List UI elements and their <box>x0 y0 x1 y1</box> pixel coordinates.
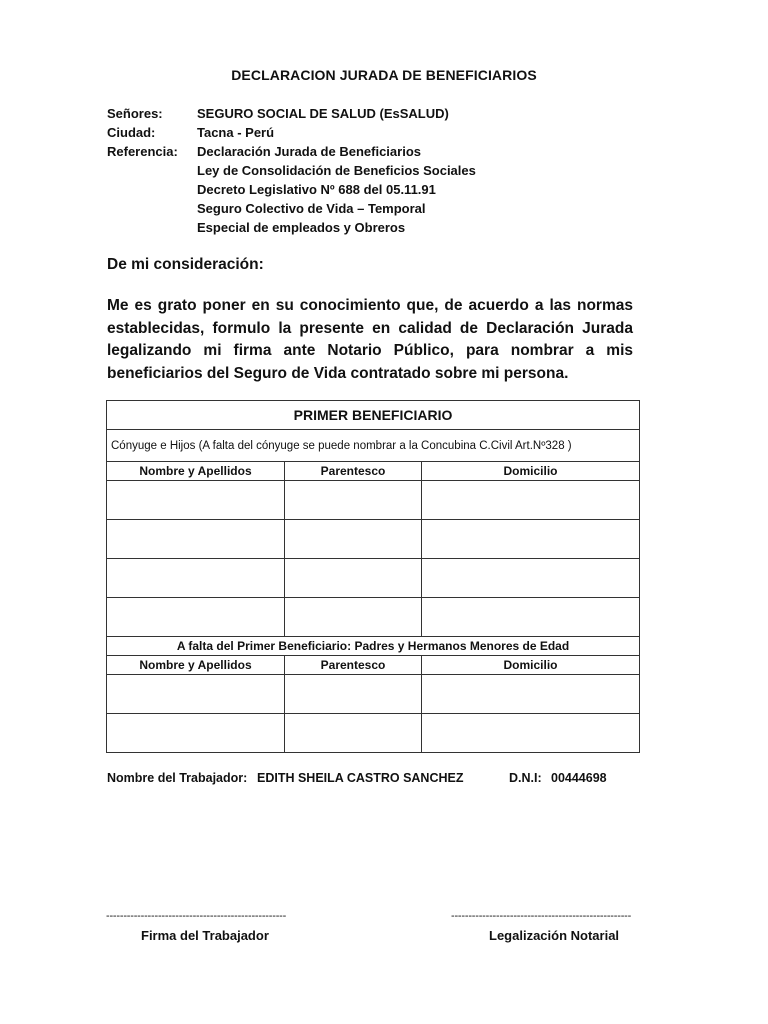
cell-domicilio[interactable] <box>422 520 640 559</box>
column-header-parentesco: Parentesco <box>285 656 422 675</box>
cell-domicilio[interactable] <box>422 675 640 714</box>
table-subtitle: Cónyuge e Hijos (A falta del cónyuge se puede nombrar a la Concubina C.Civil Art.Nº328 ) <box>107 430 640 462</box>
column-header-parentesco: Parentesco <box>285 462 422 481</box>
cell-parentesco[interactable] <box>285 675 422 714</box>
header-value: Tacna - Perú <box>197 125 275 140</box>
header-row-referencia <box>107 142 476 161</box>
worker-label: Nombre del Trabajador: <box>107 771 248 785</box>
table-row <box>107 598 640 637</box>
cell-domicilio[interactable] <box>422 714 640 753</box>
table-row <box>107 520 640 559</box>
cell-parentesco[interactable] <box>285 520 422 559</box>
cell-parentesco[interactable] <box>285 559 422 598</box>
signature-line-right: ---------------------------------------------------- <box>451 910 632 922</box>
signature-line-left: ---------------------------------------------------- <box>106 910 287 922</box>
cell-nombre[interactable] <box>107 598 285 637</box>
dni-label: D.N.I: <box>509 771 542 785</box>
table-title: PRIMER BENEFICIARIO <box>107 401 640 430</box>
header-label-spacer <box>107 218 197 237</box>
header-row-senores <box>107 104 476 123</box>
worker-name: EDITH SHEILA CASTRO SANCHEZ <box>257 771 464 785</box>
column-header-domicilio: Domicilio <box>422 462 640 481</box>
cell-parentesco[interactable] <box>285 714 422 753</box>
signature-label-worker: Firma del Trabajador <box>141 928 269 943</box>
body-paragraph: Me es grato poner en su conocimiento que, de acuerdo a las normas establecidas, formulo la presente en calidad de Declaración Jurada legalizando mi firma ante Notario Público, para nombrar a mis beneficiarios del Seguro de Vida contratado sobre mi persona. <box>107 297 633 382</box>
header-block <box>107 104 476 237</box>
second-section-title: A falta del Primer Beneficiario: Padres y Hermanos Menores de Edad <box>107 637 640 656</box>
document-title: DECLARACION JURADA DE BENEFICIARIOS <box>231 67 537 83</box>
table-row <box>107 675 640 714</box>
header-value: Ley de Consolidación de Beneficios Sociales <box>197 163 476 178</box>
header-label-spacer <box>107 199 197 218</box>
column-header-domicilio: Domicilio <box>422 656 640 675</box>
header-value: Decreto Legislativo Nº 688 del 05.11.91 <box>197 182 436 197</box>
table-row <box>107 481 640 520</box>
cell-nombre[interactable] <box>107 481 285 520</box>
table-header-row-2 <box>107 656 640 675</box>
header-value: Seguro Colectivo de Vida – Temporal <box>197 201 426 216</box>
greeting: De mi consideración: <box>107 256 264 273</box>
cell-parentesco[interactable] <box>285 598 422 637</box>
cell-domicilio[interactable] <box>422 559 640 598</box>
signature-label-notary: Legalización Notarial <box>489 928 620 943</box>
table-row <box>107 559 640 598</box>
cell-nombre[interactable] <box>107 714 285 753</box>
cell-nombre[interactable] <box>107 559 285 598</box>
table-header-row <box>107 462 640 481</box>
header-label: Ciudad: <box>107 125 156 140</box>
header-label: Señores: <box>107 106 163 121</box>
header-row-referencia-3 <box>107 180 476 199</box>
header-label-spacer <box>107 161 197 180</box>
column-header-nombre: Nombre y Apellidos <box>107 462 285 481</box>
header-label: Referencia: <box>107 144 178 159</box>
header-row-referencia-2 <box>107 161 476 180</box>
header-value: Declaración Jurada de Beneficiarios <box>197 144 421 159</box>
header-value: SEGURO SOCIAL DE SALUD (EsSALUD) <box>197 106 449 121</box>
table-row <box>107 714 640 753</box>
cell-nombre[interactable] <box>107 675 285 714</box>
cell-nombre[interactable] <box>107 520 285 559</box>
worker-line <box>107 771 607 785</box>
header-row-ciudad <box>107 123 476 142</box>
cell-domicilio[interactable] <box>422 598 640 637</box>
beneficiaries-table <box>106 400 640 753</box>
cell-parentesco[interactable] <box>285 481 422 520</box>
header-row-referencia-4 <box>107 199 476 218</box>
header-label-spacer <box>107 180 197 199</box>
dni-value: 00444698 <box>551 771 607 785</box>
cell-domicilio[interactable] <box>422 481 640 520</box>
column-header-nombre: Nombre y Apellidos <box>107 656 285 675</box>
header-value: Especial de empleados y Obreros <box>197 220 406 235</box>
header-row-referencia-5 <box>107 218 476 237</box>
